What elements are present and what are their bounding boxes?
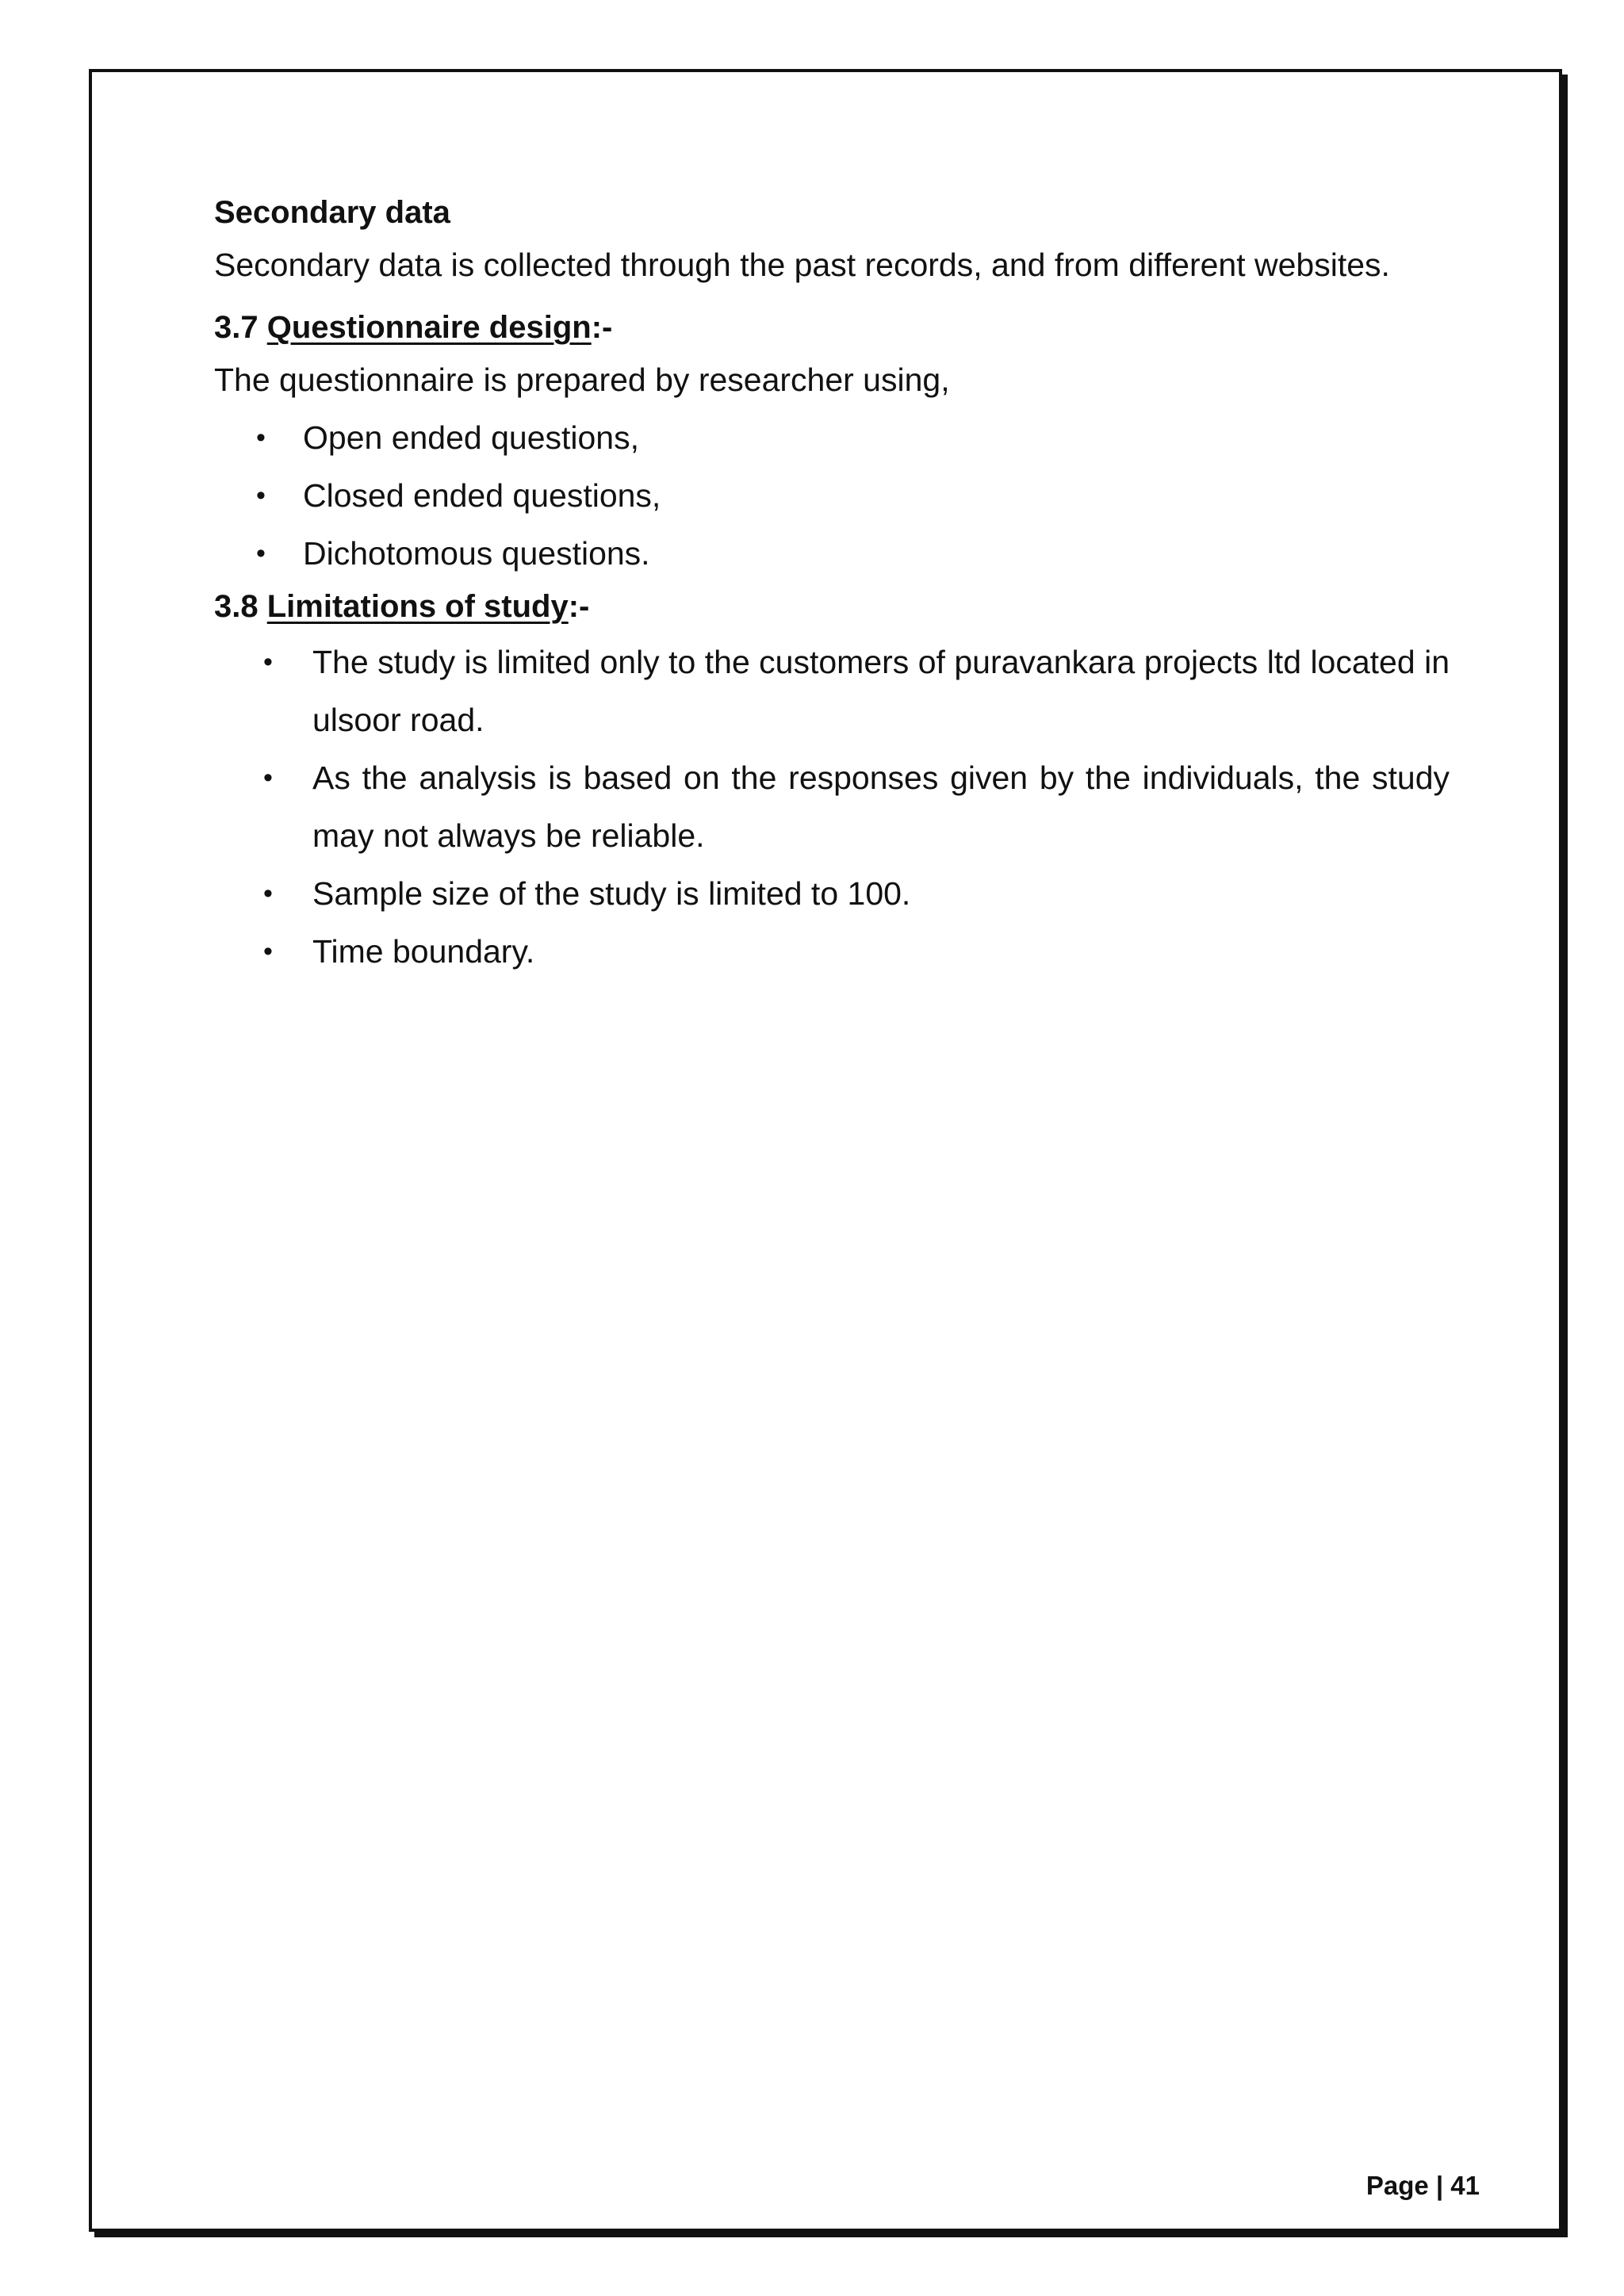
limitations-heading <box>214 583 1451 630</box>
list-item <box>214 467 1451 525</box>
section-title: Questionnaire design <box>266 310 592 345</box>
questionnaire-heading <box>214 304 1451 351</box>
section-number: 3.8 <box>214 589 267 624</box>
list-item-text: Open ended questions, <box>303 419 639 456</box>
section-title: Limitations of study <box>266 589 569 624</box>
bullet-icon: • <box>263 936 273 966</box>
bullet-icon: • <box>256 480 266 511</box>
list-item <box>214 525 1451 583</box>
list-item <box>214 923 1451 981</box>
list-item-text: Time boundary. <box>312 933 535 970</box>
list-item <box>214 749 1451 865</box>
bullet-icon: • <box>263 878 273 909</box>
list-item-text: Closed ended questions, <box>303 477 661 514</box>
document-body <box>214 189 1451 981</box>
bullet-icon: • <box>263 763 273 793</box>
list-item-text: The study is limited only to the customers of puravankara projects ltd located in ulsoor road. <box>312 644 1450 738</box>
limitations-list <box>214 633 1451 981</box>
list-item <box>214 865 1451 923</box>
list-item <box>214 409 1451 467</box>
bullet-icon: • <box>256 423 266 453</box>
section-number: 3.7 <box>214 310 267 345</box>
bullet-icon: • <box>263 647 273 677</box>
list-item <box>214 633 1451 749</box>
list-item-text: Dichotomous questions. <box>303 535 650 572</box>
list-item-text: Sample size of the study is limited to 100. <box>312 875 911 912</box>
section-suffix: :- <box>568 589 590 624</box>
questionnaire-intro: The questionnaire is prepared by researcher using, <box>214 362 950 398</box>
page-number: Page | 41 <box>1365 2171 1480 2200</box>
section-suffix: :- <box>591 310 613 345</box>
secondary-data-text: Secondary data is collected through the past records, and from different websites. <box>214 247 1390 283</box>
questionnaire-list <box>214 409 1451 583</box>
list-item-text: As the analysis is based on the responses given by the individuals, the study may not always be reliable. <box>312 760 1450 854</box>
bullet-icon: • <box>256 538 266 568</box>
secondary-data-heading: Secondary data <box>214 195 450 230</box>
